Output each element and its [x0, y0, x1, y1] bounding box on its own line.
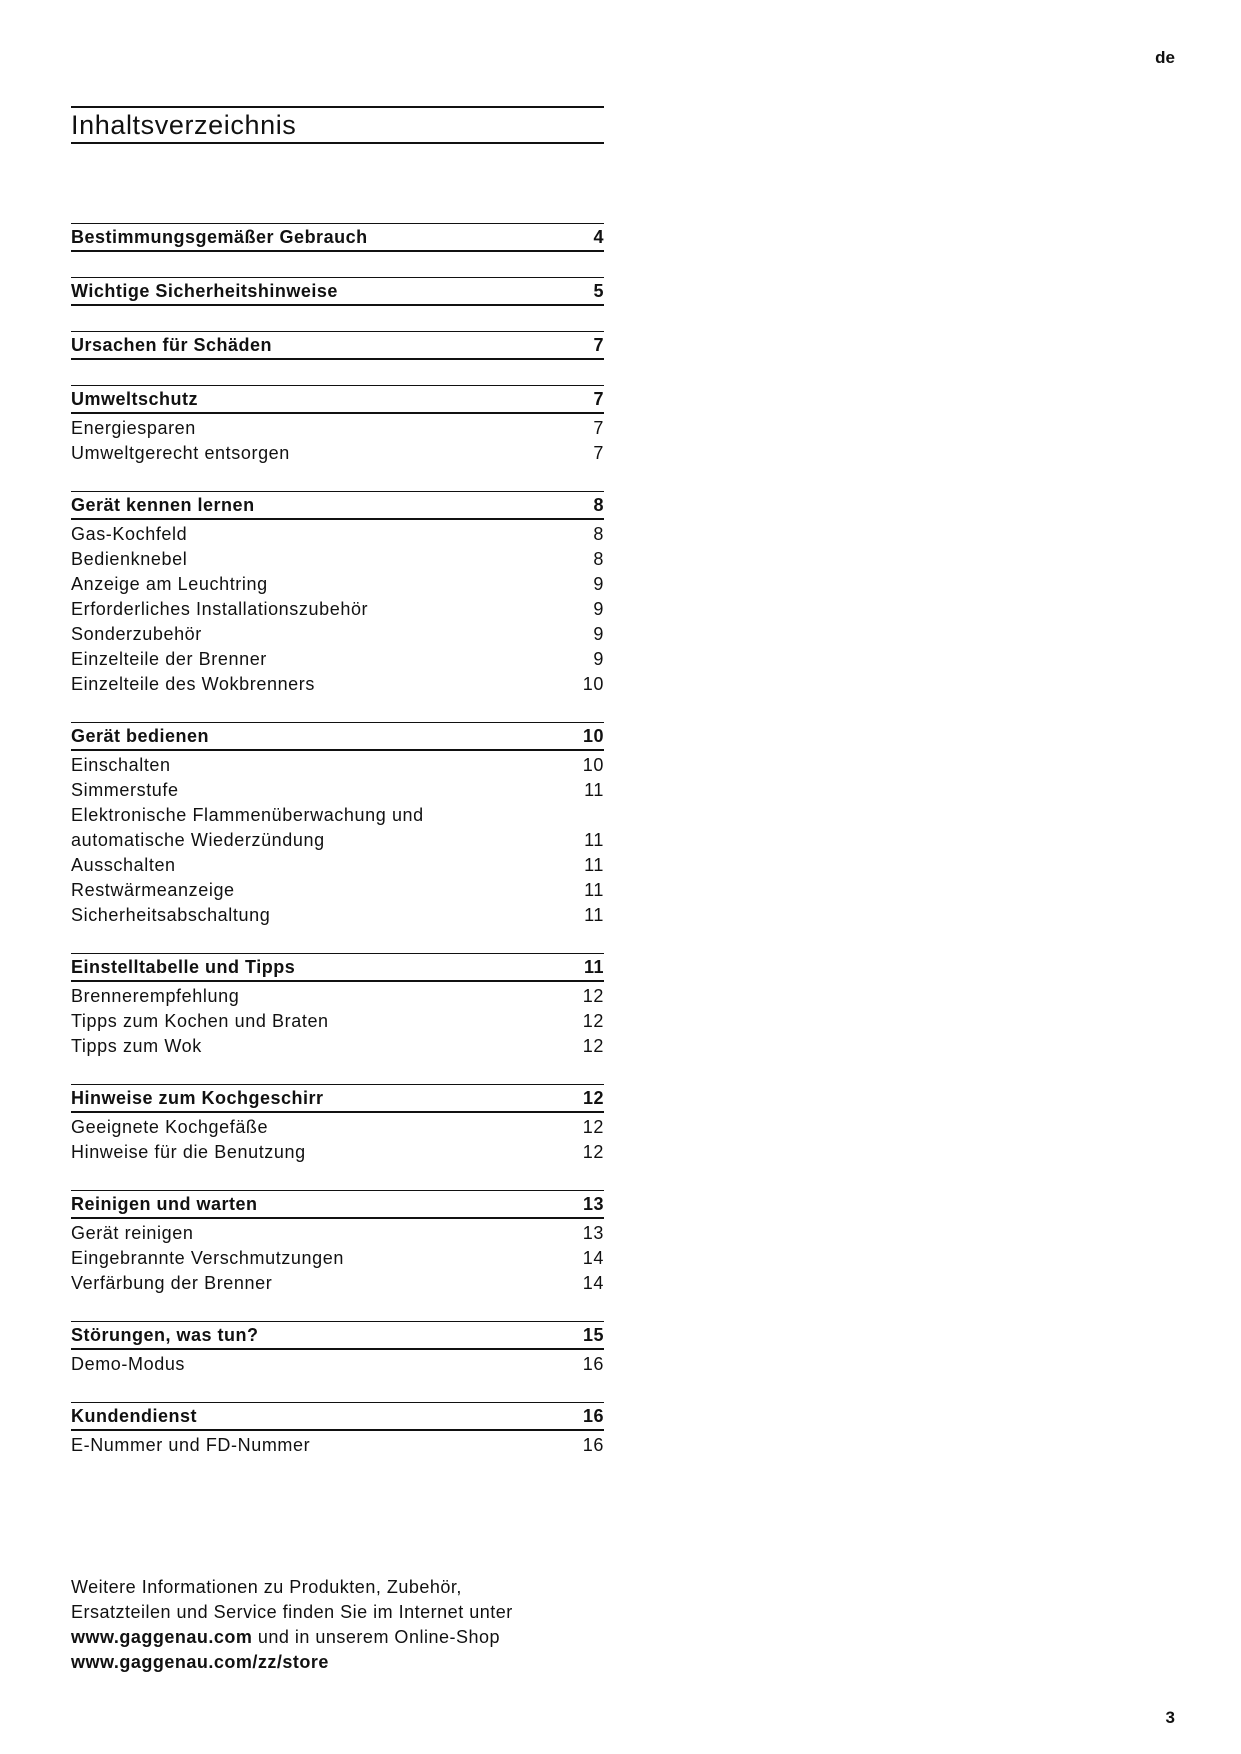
- entry-page-number: 9: [593, 599, 604, 619]
- section-page-number: 13: [582, 1193, 604, 1214]
- page-title: Inhaltsverzeichnis: [71, 106, 604, 144]
- entry-label: Restwärmeanzeige: [71, 880, 235, 900]
- entry-label: Verfärbung der Brenner: [71, 1273, 273, 1293]
- toc-entry[interactable]: [71, 984, 604, 1009]
- section-title: Gerät kennen lernen: [71, 494, 255, 515]
- entry-label: Tipps zum Kochen und Braten: [71, 1011, 329, 1031]
- toc-entry[interactable]: [71, 828, 604, 853]
- toc-entry-list: [71, 1431, 604, 1458]
- entry-page-number: 12: [582, 1036, 604, 1056]
- toc-section: [71, 953, 604, 1059]
- entry-label: Demo-Modus: [71, 1354, 186, 1374]
- entry-page-number: 10: [582, 674, 604, 694]
- entry-label: Ausschalten: [71, 855, 176, 875]
- footer-line-2: Ersatzteilen und Service finden Sie im Internet unter: [71, 1602, 513, 1622]
- section-title: Bestimmungsgemäßer Gebrauch: [71, 226, 368, 247]
- toc-section: [71, 1321, 604, 1377]
- entry-label: Tipps zum Wok: [71, 1036, 202, 1056]
- toc-entry[interactable]: [71, 853, 604, 878]
- toc-section-heading[interactable]: [71, 722, 604, 751]
- toc-entry[interactable]: [71, 597, 604, 622]
- section-title: Hinweise zum Kochgeschirr: [71, 1087, 324, 1108]
- entry-page-number: 12: [582, 1117, 604, 1137]
- entry-page-number: 12: [582, 1142, 604, 1162]
- toc-entry[interactable]: [71, 672, 604, 697]
- entry-page-number: 10: [582, 755, 604, 775]
- toc-section-heading[interactable]: [71, 953, 604, 982]
- website-link[interactable]: www.gaggenau.com: [71, 1627, 253, 1647]
- entry-page-number: 11: [584, 855, 604, 875]
- toc-section: [71, 1190, 604, 1296]
- toc-section: [71, 1084, 604, 1165]
- entry-label: Geeignete Kochgefäße: [71, 1117, 269, 1137]
- toc-entry[interactable]: [71, 547, 604, 572]
- toc-entry-list: [71, 1219, 604, 1296]
- entry-label: Simmerstufe: [71, 780, 179, 800]
- section-page-number: 7: [593, 334, 604, 355]
- section-page-number: 7: [593, 388, 604, 409]
- entry-label: Eingebrannte Verschmutzungen: [71, 1248, 344, 1268]
- toc-entry[interactable]: [71, 1246, 604, 1271]
- entry-page-number: 11: [584, 780, 604, 800]
- toc-section-heading[interactable]: [71, 223, 604, 252]
- toc-entry[interactable]: [71, 1271, 604, 1296]
- toc-entry[interactable]: [71, 441, 604, 466]
- entry-label: Brennerempfehlung: [71, 986, 240, 1006]
- entry-page-number: 9: [593, 624, 604, 644]
- toc-entry-list: [71, 414, 604, 466]
- entry-page-number: 14: [582, 1248, 604, 1268]
- footer-line-3: [71, 1625, 631, 1650]
- footer-line-1: Weitere Informationen zu Produkten, Zubehör,: [71, 1577, 462, 1597]
- toc-entry[interactable]: [71, 1221, 604, 1246]
- toc-section: [71, 331, 604, 360]
- entry-page-number: 8: [593, 549, 604, 569]
- toc-section-heading[interactable]: [71, 331, 604, 360]
- footer-info: [71, 1575, 631, 1675]
- toc-entry[interactable]: [71, 1009, 604, 1034]
- entry-page-number: 7: [593, 418, 604, 438]
- toc-section: [71, 385, 604, 466]
- toc-entry[interactable]: [71, 1433, 604, 1458]
- toc-entry[interactable]: [71, 1034, 604, 1059]
- entry-label: Einzelteile der Brenner: [71, 649, 267, 669]
- toc-entry-list: [71, 982, 604, 1059]
- toc-section-heading[interactable]: [71, 385, 604, 414]
- toc-entry[interactable]: [71, 572, 604, 597]
- entry-page-number: 11: [584, 830, 604, 850]
- toc-section-heading[interactable]: [71, 1321, 604, 1350]
- entry-label: Einschalten: [71, 755, 171, 775]
- entry-page-number: 8: [593, 524, 604, 544]
- section-page-number: 12: [582, 1087, 604, 1108]
- entry-label: Sicherheitsabschaltung: [71, 905, 271, 925]
- entry-page-number: 9: [593, 649, 604, 669]
- entry-label: Erforderliches Installationszubehör: [71, 599, 369, 619]
- section-page-number: 8: [593, 494, 604, 515]
- toc-entry-list: [71, 520, 604, 697]
- toc-entry[interactable]: [71, 778, 604, 803]
- section-title: Reinigen und warten: [71, 1193, 258, 1214]
- toc-entry[interactable]: [71, 416, 604, 441]
- toc-section: [71, 491, 604, 697]
- entry-page-number: 12: [582, 986, 604, 1006]
- toc-entry[interactable]: [71, 903, 604, 928]
- toc-section: [71, 277, 604, 306]
- toc-section-heading[interactable]: [71, 1402, 604, 1431]
- entry-page-number: 14: [582, 1273, 604, 1293]
- toc-section: [71, 722, 604, 928]
- toc-section: [71, 223, 604, 252]
- section-title: Gerät bedienen: [71, 725, 210, 746]
- toc-section: [71, 1402, 604, 1458]
- entry-page-number: 13: [582, 1223, 604, 1243]
- section-title: Kundendienst: [71, 1405, 197, 1426]
- toc-entry[interactable]: [71, 522, 604, 547]
- toc-entry[interactable]: [71, 1115, 604, 1140]
- footer-line-3-text: und in unserem Online-Shop: [252, 1627, 500, 1647]
- toc-entry[interactable]: [71, 647, 604, 672]
- table-of-contents: [71, 223, 604, 1483]
- section-page-number: 16: [582, 1405, 604, 1426]
- section-title: Wichtige Sicherheitshinweise: [71, 280, 338, 301]
- toc-section-heading[interactable]: [71, 1190, 604, 1219]
- entry-page-number: 16: [582, 1435, 604, 1455]
- entry-label: Hinweise für die Benutzung: [71, 1142, 306, 1162]
- entry-label: Energiesparen: [71, 418, 196, 438]
- section-page-number: 11: [583, 956, 604, 977]
- language-label: de: [1155, 48, 1175, 67]
- toc-entry[interactable]: [71, 878, 604, 903]
- entry-page-number: 7: [593, 443, 604, 463]
- section-title: Umweltschutz: [71, 388, 199, 409]
- section-title: Störungen, was tun?: [71, 1324, 259, 1345]
- toc-entry[interactable]: [71, 753, 604, 778]
- entry-page-number: 11: [584, 880, 604, 900]
- entry-label: Gerät reinigen: [71, 1223, 194, 1243]
- entry-page-number: 16: [582, 1354, 604, 1374]
- toc-entry[interactable]: [71, 1352, 604, 1377]
- entry-label: Umweltgerecht entsorgen: [71, 443, 290, 463]
- entry-label: Bedienknebel: [71, 549, 188, 569]
- section-page-number: 15: [582, 1324, 604, 1345]
- entry-label: Gas-Kochfeld: [71, 524, 188, 544]
- toc-entry-list: [71, 1113, 604, 1165]
- toc-entry-list: [71, 751, 604, 928]
- entry-page-number: 11: [584, 905, 604, 925]
- entry-page-number: 9: [593, 574, 604, 594]
- section-title: Einstelltabelle und Tipps: [71, 956, 296, 977]
- entry-label: Anzeige am Leuchtring: [71, 574, 268, 594]
- entry-label: Elektronische Flammenüberwachung und: [71, 805, 424, 825]
- online-shop-link[interactable]: www.gaggenau.com/zz/store: [71, 1652, 329, 1672]
- toc-section-heading[interactable]: [71, 491, 604, 520]
- entry-label: Sonderzubehör: [71, 624, 202, 644]
- entry-label: automatische Wiederzündung: [71, 830, 325, 850]
- toc-entry[interactable]: [71, 1140, 604, 1165]
- toc-section-heading[interactable]: [71, 277, 604, 306]
- page-number: 3: [1165, 1708, 1175, 1727]
- section-page-number: 10: [582, 725, 604, 746]
- entry-label: E-Nummer und FD-Nummer: [71, 1435, 311, 1455]
- section-page-number: 5: [593, 280, 604, 301]
- toc-entry-list: [71, 1350, 604, 1377]
- toc-entry[interactable]: [71, 803, 604, 828]
- entry-page-number: 12: [582, 1011, 604, 1031]
- toc-entry[interactable]: [71, 622, 604, 647]
- section-title: Ursachen für Schäden: [71, 334, 273, 355]
- entry-label: Einzelteile des Wokbrenners: [71, 674, 315, 694]
- toc-section-heading[interactable]: [71, 1084, 604, 1113]
- section-page-number: 4: [593, 226, 604, 247]
